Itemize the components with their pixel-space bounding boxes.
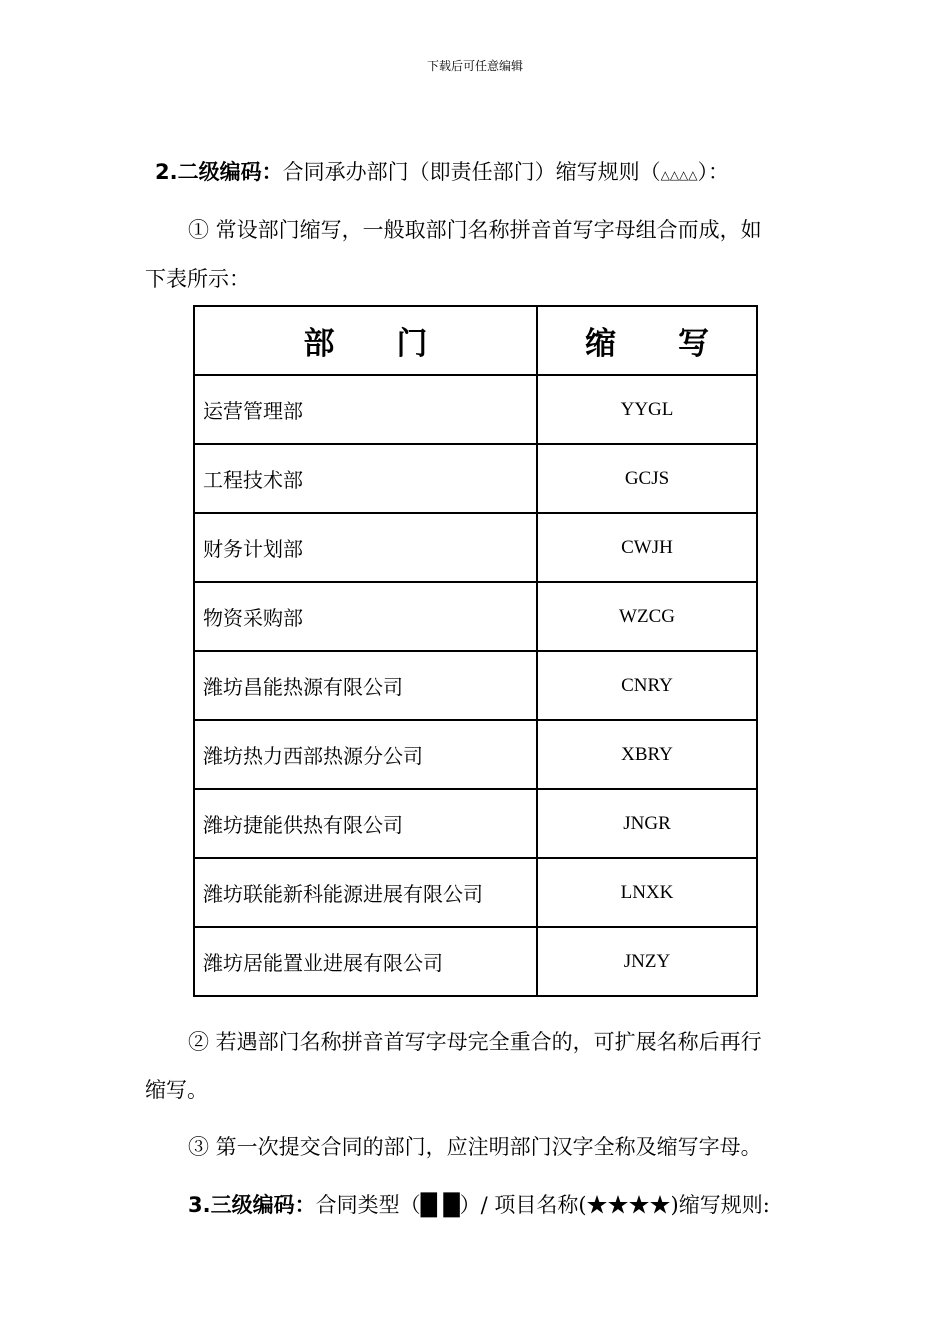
dept-cell: 潍坊热力西部热源分公司 <box>194 720 537 789</box>
dept-cell: 财务计划部 <box>194 513 537 582</box>
abbr-cell: XBRY <box>537 720 757 789</box>
dept-cell: 潍坊捷能供热有限公司 <box>194 789 537 858</box>
section-2-marks: △△△△ <box>660 168 698 182</box>
header-abbr: 缩 写 <box>537 306 757 375</box>
header-dept: 部 门 <box>194 306 537 375</box>
paragraph-1-line-1: ① 常设部门缩写，一般取部门名称拼音首写字母组合而成，如 <box>188 218 762 242</box>
section-2-text: 合同承办部门（即责任部门）缩写规则（ <box>282 160 661 184</box>
table-header-row <box>194 306 757 375</box>
abbr-cell: CWJH <box>537 513 757 582</box>
dept-cell: 物资采购部 <box>194 582 537 651</box>
abbr-cell: LNXK <box>537 858 757 927</box>
abbr-cell: JNZY <box>537 927 757 996</box>
abbr-cell: GCJS <box>537 444 757 513</box>
table-row <box>194 444 757 513</box>
department-abbreviation-table <box>193 305 758 997</box>
table-row <box>194 513 757 582</box>
section-3-text: 合同类型（█ █）/ 项目名称(★★★★)缩写规则: <box>315 1193 770 1217</box>
section-2-heading <box>155 158 729 189</box>
table-row <box>194 651 757 720</box>
abbr-cell: CNRY <box>537 651 757 720</box>
dept-cell: 潍坊昌能热源有限公司 <box>194 651 537 720</box>
table-row <box>194 789 757 858</box>
abbr-cell: JNGR <box>537 789 757 858</box>
dept-cell: 潍坊联能新科能源进展有限公司 <box>194 858 537 927</box>
section-3-number: 3. <box>188 1193 211 1217</box>
abbr-cell: WZCG <box>537 582 757 651</box>
table-row <box>194 927 757 996</box>
paragraph-2-line-2: 缩写。 <box>145 1078 208 1102</box>
dept-cell: 运营管理部 <box>194 375 537 444</box>
paragraph-3: ③ 第一次提交合同的部门，应注明部门汉字全称及缩写字母。 <box>188 1135 762 1159</box>
section-3-title: 三级编码： <box>210 1193 316 1217</box>
dept-cell: 潍坊居能置业进展有限公司 <box>194 927 537 996</box>
paragraph-1-line-2: 下表所示： <box>145 267 250 291</box>
section-3-heading <box>188 1191 770 1219</box>
abbr-cell: YYGL <box>537 375 757 444</box>
dept-cell: 工程技术部 <box>194 444 537 513</box>
page-header: 下载后可任意编辑 <box>426 59 523 73</box>
table-row <box>194 582 757 651</box>
section-2-number: 2. <box>155 160 178 184</box>
table-row <box>194 720 757 789</box>
paragraph-2-line-1: ② 若遇部门名称拼音首写字母完全重合的，可扩展名称后再行 <box>188 1030 762 1054</box>
table-row <box>194 858 757 927</box>
section-2-end: ）： <box>697 160 730 184</box>
table-row <box>194 375 757 444</box>
section-2-title: 二级编码： <box>177 160 283 184</box>
